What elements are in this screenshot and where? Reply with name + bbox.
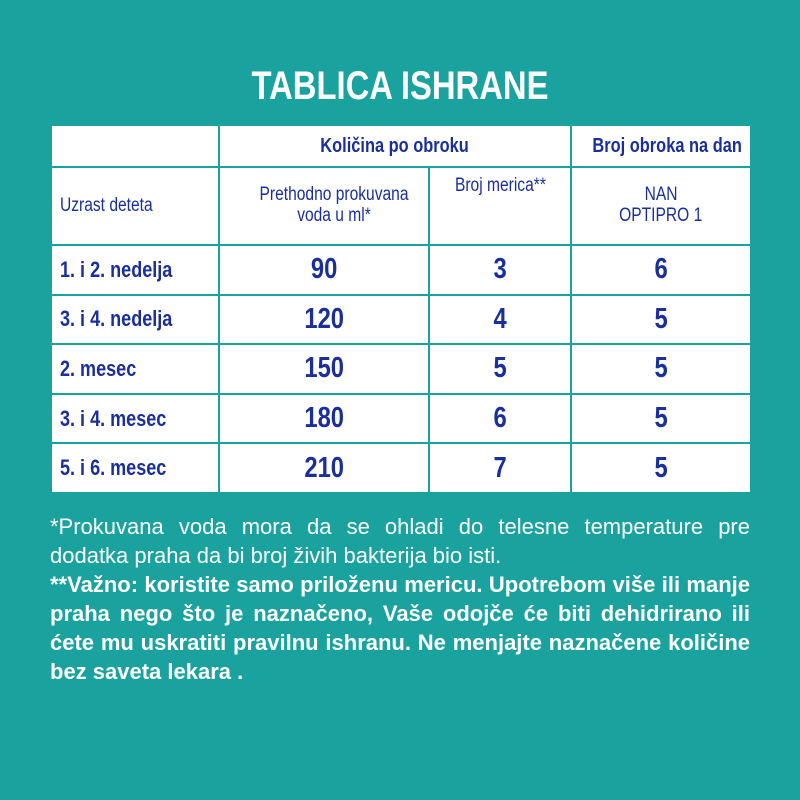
table-row bbox=[51, 245, 751, 295]
table-row bbox=[51, 394, 751, 444]
meals-cell: 5 bbox=[571, 344, 751, 394]
group-header-amount-per-meal: Količina po obroku bbox=[219, 125, 571, 167]
scoops-cell: 5 bbox=[429, 344, 571, 394]
water-cell: 210 bbox=[219, 443, 429, 493]
scoops-cell: 4 bbox=[429, 295, 571, 345]
feeding-table bbox=[50, 124, 750, 494]
column-header-age: Uzrast deteta bbox=[51, 167, 219, 245]
meals-cell: 6 bbox=[571, 245, 751, 295]
scoops-cell: 7 bbox=[429, 443, 571, 493]
meals-cell: 5 bbox=[571, 295, 751, 345]
water-cell: 120 bbox=[219, 295, 429, 345]
age-cell: 1. i 2. nedelja bbox=[51, 245, 219, 295]
column-header-water: Prethodno prokuvana voda u ml* bbox=[219, 167, 429, 245]
table-row bbox=[51, 443, 751, 493]
age-cell: 3. i 4. mesec bbox=[51, 394, 219, 444]
column-header-product: NAN OPTIPRO 1 bbox=[571, 167, 751, 245]
table-group-header-row bbox=[51, 125, 751, 167]
footnote-important: **Važno: koristite samo priloženu mericu. Upotrebom više ili manje praha nego što je naznačeno, Vaše odojče će biti dehidrirano ili ćete mu uskratiti pravilnu ishranu. Ne menjajte naznačene količine bez saveta lekara . bbox=[50, 572, 750, 684]
footnotes bbox=[50, 512, 750, 686]
table-row bbox=[51, 344, 751, 394]
page-title: TABLICA ISHRANE bbox=[251, 64, 549, 108]
scoops-cell: 3 bbox=[429, 245, 571, 295]
meals-cell: 5 bbox=[571, 443, 751, 493]
column-header-scoops: Broj merica** bbox=[429, 167, 571, 245]
age-cell: 3. i 4. nedelja bbox=[51, 295, 219, 345]
meals-cell: 5 bbox=[571, 394, 751, 444]
water-cell: 150 bbox=[219, 344, 429, 394]
scoops-cell: 6 bbox=[429, 394, 571, 444]
group-header-meals-per-day: Broj obroka na dan bbox=[571, 125, 751, 167]
age-cell: 2. mesec bbox=[51, 344, 219, 394]
table-column-header-row bbox=[51, 167, 751, 245]
footnote-boiled-water: *Prokuvana voda mora da se ohladi do telesne temperature pre dodatka praha da bi broj živih bakterija bio isti. bbox=[50, 514, 750, 568]
age-cell: 5. i 6. mesec bbox=[51, 443, 219, 493]
table-row bbox=[51, 295, 751, 345]
water-cell: 180 bbox=[219, 394, 429, 444]
empty-corner-cell bbox=[51, 125, 219, 167]
water-cell: 90 bbox=[219, 245, 429, 295]
